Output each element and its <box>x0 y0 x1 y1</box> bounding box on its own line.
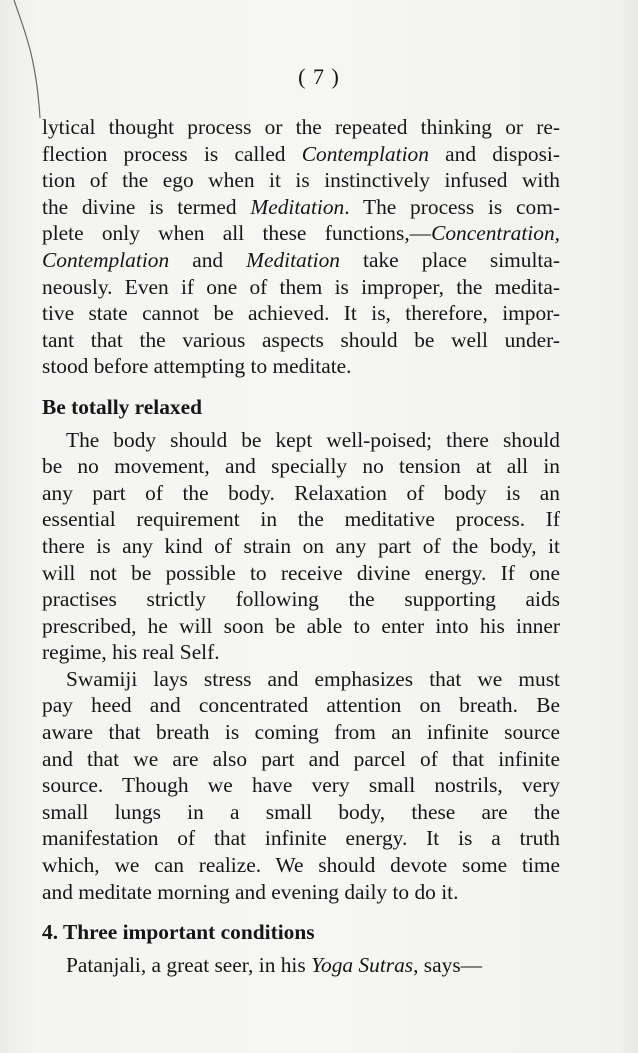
text-line: lytical thought process or the repeated thinking or re- <box>42 115 560 139</box>
text-line: tive state cannot be achieved. It is, therefore, impor- <box>42 301 560 326</box>
text-line: pay heed and concentrated attention on breath. Be <box>42 693 560 718</box>
text-line: tion of the ego when it is instinctively infused with <box>42 168 560 193</box>
text-line: the divine is termed Meditation. The process is com- <box>42 194 560 219</box>
text-line: stood before attempting to meditate. <box>42 354 352 379</box>
text-line: be no movement, and specially no tension at all in <box>42 454 560 479</box>
body-text <box>42 114 560 978</box>
text-line: source. Though we have very small nostrils, very <box>42 773 560 798</box>
text-line: aware that breath is coming from an infinite source <box>42 720 560 745</box>
text-line: Swamiji lays stress and emphasizes that we must <box>66 666 560 691</box>
text-line: Contemplation and Meditation take place simulta- <box>42 247 560 272</box>
text-line: flection process is called Contemplation and disposi- <box>42 141 560 166</box>
text-line: there is any kind of strain on any part of the body, it <box>42 533 560 558</box>
text-line: any part of the body. Relaxation of body is an <box>42 480 560 505</box>
text-line: tant that the various aspects should be well under- <box>42 327 560 352</box>
text-line: The body should be kept well-poised; there should <box>66 427 560 452</box>
page-number: ( 7 ) <box>298 64 340 89</box>
text-line: Patanjali, a great seer, in his Yoga Sutras, says— <box>66 952 483 977</box>
text-line: practises strictly following the supporting aids <box>42 587 560 612</box>
text-line: neously. Even if one of them is improper, the medita- <box>42 274 560 299</box>
text-line: prescribed, he will soon be able to enter into his inner <box>42 613 560 638</box>
section-heading: Be totally relaxed <box>42 394 203 419</box>
text-line: plete only when all these functions,—Concentration, <box>42 221 560 246</box>
page-fold-mark <box>0 0 60 120</box>
text-line: which, we can realize. We should devote some time <box>42 853 560 878</box>
text-line: will not be possible to receive divine energy. If one <box>42 560 560 585</box>
text-line: regime, his real Self. <box>42 640 220 665</box>
text-line: small lungs in a small body, these are the <box>42 799 560 824</box>
text-line: manifestation of that infinite energy. It is a truth <box>42 826 560 851</box>
text-line: essential requirement in the meditative process. If <box>42 507 560 532</box>
text-line: and that we are also part and parcel of that infinite <box>42 746 560 771</box>
text-line: and meditate morning and evening daily to do it. <box>42 879 459 904</box>
section-heading: 4. Three important conditions <box>42 920 315 945</box>
